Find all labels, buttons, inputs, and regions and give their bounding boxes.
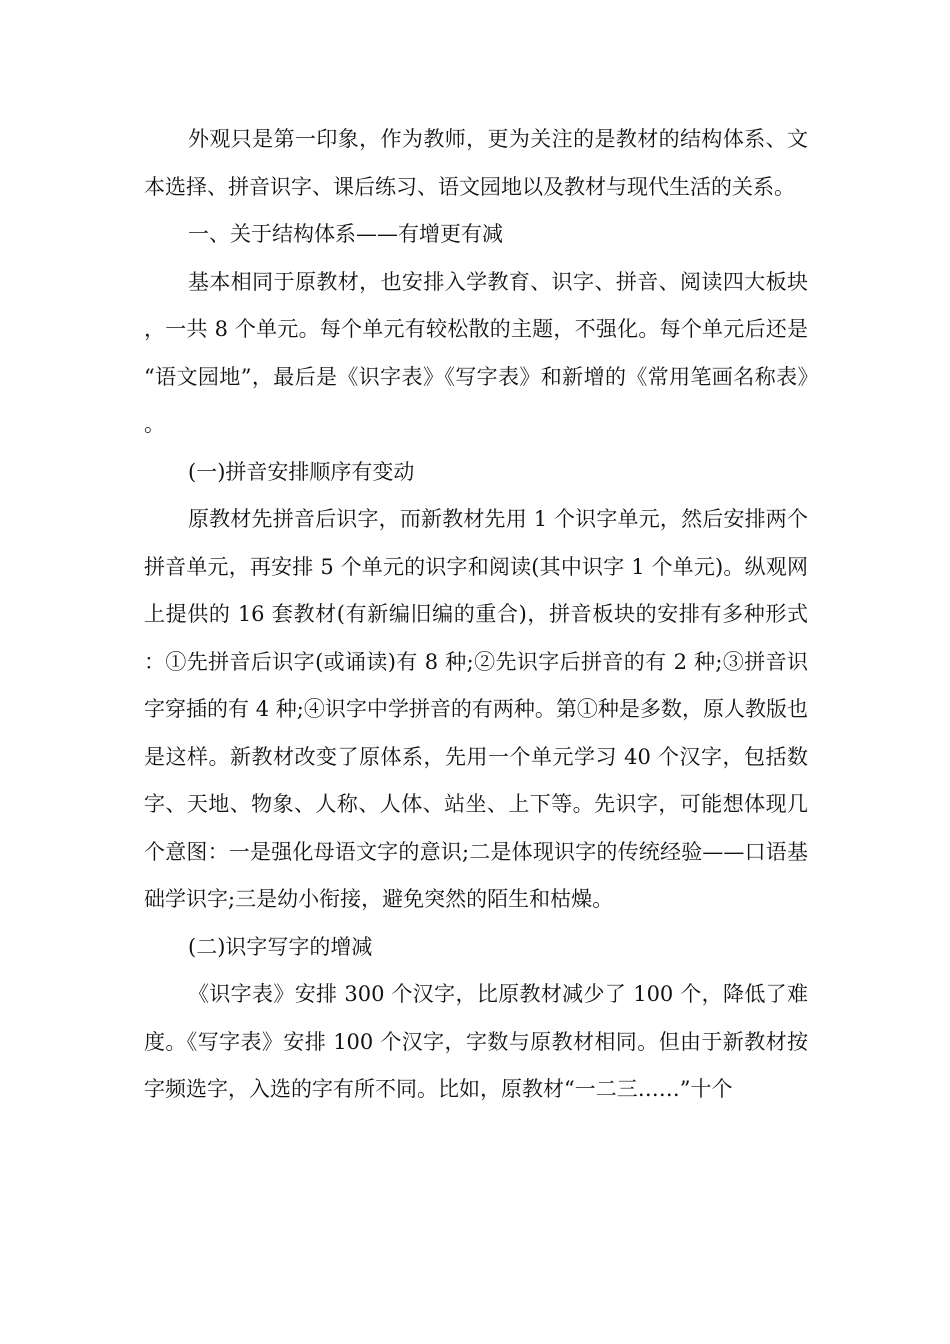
paragraph-structure: 基本相同于原教材，也安排入学教育、识字、拼音、阅读四大板块，一共 8 个单元。每个单元有较松散的主题，不强化。每个单元后还是“语文园地”，最后是《识字表》《写字表》和新增的《常用笔画名称表》。 [144,269,808,436]
paragraph-intro: 外观只是第一印象，作为教师，更为关注的是教材的结构体系、文本选择、拼音识字、课后练习、语文园地以及教材与现代生活的关系。 [144,127,808,199]
document-body [144,116,808,1114]
paragraph-literacy: 《识字表》安排 300 个汉字，比原教材减少了 100 个，降低了难度。《写字表》安排 100 个汉字，字数与原教材相同。但由于新教材按字频选字，入选的字有所不同。比如，原教材“一二三……”十个 [144,982,808,1101]
subsection-heading-literacy: (二)识字写字的增减 [188,934,373,959]
subsection-heading-pinyin: (一)拼音安排顺序有变动 [188,459,415,484]
section-heading-structure: 一、关于结构体系——有增更有减 [188,222,503,246]
paragraph-pinyin: 原教材先拼音后识字，而新教材先用 1 个识字单元，然后安排两个拼音单元，再安排 5 个单元的识字和阅读(其中识字 1 个单元)。纵观网上提供的 16 套教材(有新编旧编的重合)，拼音板块的安排有多种形式：①先拼音后识字(或诵读)有 8 种;②先识字后拼音的有 2 种;③拼音识字穿插的有 4 种;④识字中学拼音的有两种。第①种是多数，原人教版也是这样。新教材改变了原体系，先用一个单元学习 40 个汉字，包括数字、天地、物象、人称、人体、站坐、上下等。先识字，可能想体现几个意图：一是强化母语文字的意识;二是体现识字的传统经验——口语基础学识字;三是幼小衔接，避免突然的陌生和枯燥。 [144,507,808,911]
